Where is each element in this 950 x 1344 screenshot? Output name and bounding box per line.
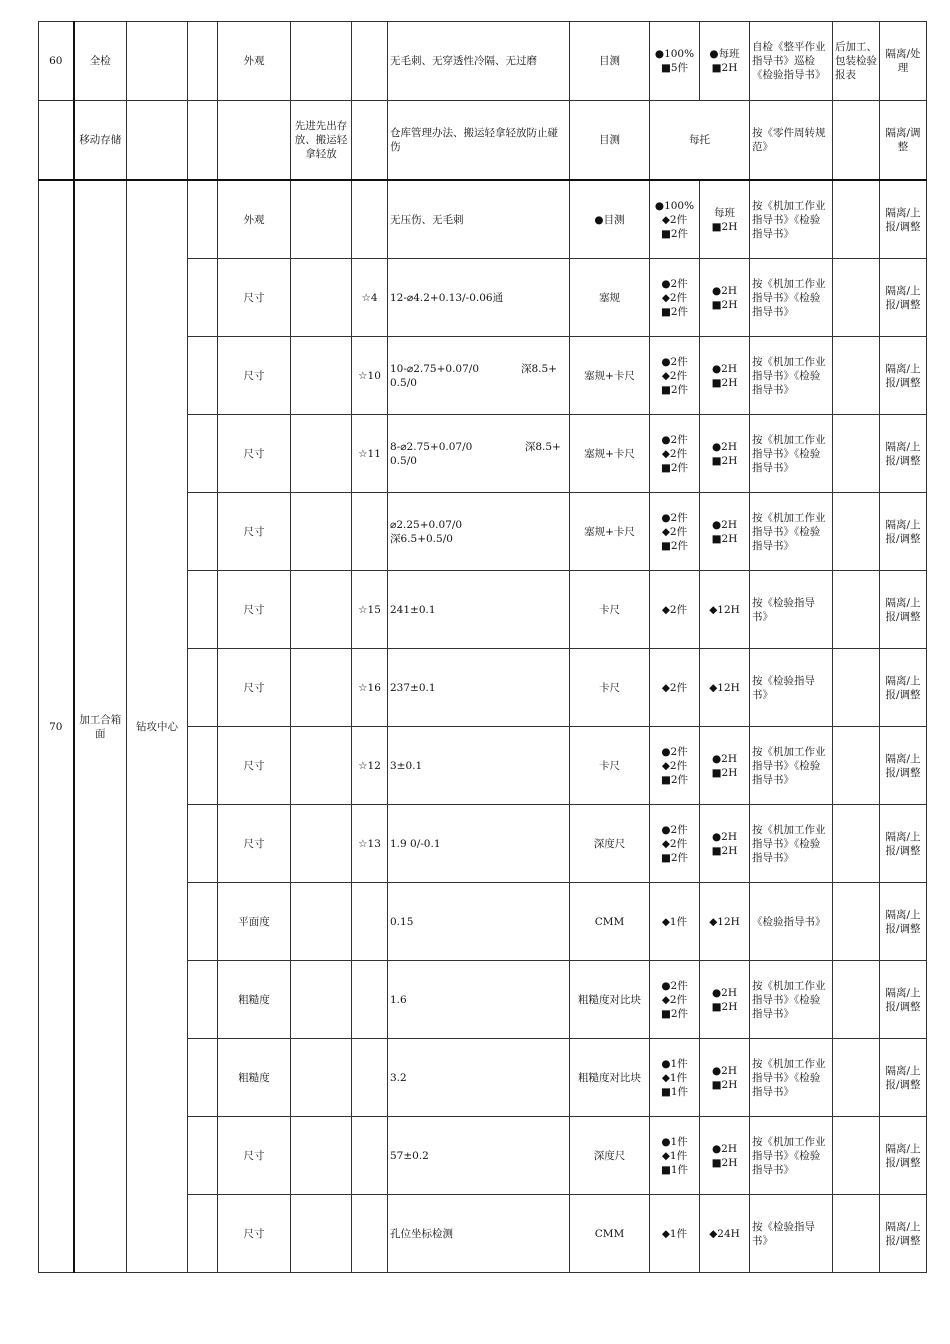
reaction-plan: 隔离/上报/调整 (880, 415, 927, 493)
sample-frequency: ●2H ■2H (700, 961, 750, 1039)
product-characteristic: 尺寸 (218, 259, 291, 337)
special-class (352, 1195, 388, 1273)
sample-frequency: ●2H ■2H (700, 727, 750, 805)
evaluation-method: ●目测 (570, 180, 650, 259)
sample-size: ◆2件 (650, 649, 700, 727)
reaction-plan: 隔离/上报/调整 (880, 727, 927, 805)
sample-frequency: ●每班 ■2H (700, 22, 750, 101)
spec-tolerance: 1.6 (388, 961, 570, 1039)
control-method: 按《零件周转规范》 (750, 101, 833, 181)
product-no (188, 259, 218, 337)
spec-tolerance: 8-⌀2.75+0.07/0 深8.5+0.5/0 (388, 415, 570, 493)
sample-frequency: ●2H ■2H (700, 805, 750, 883)
sample-frequency: ◆12H (700, 649, 750, 727)
special-class: ☆13 (352, 805, 388, 883)
control-method: 按《检验指导书》 (750, 571, 833, 649)
product-no (188, 415, 218, 493)
product-characteristic: 尺寸 (218, 1117, 291, 1195)
sample-size: ●2件 ◆2件 ■2件 (650, 493, 700, 571)
sample-size: ◆2件 (650, 571, 700, 649)
sample-size: ●100% ■5件 (650, 22, 700, 101)
product-no (188, 101, 218, 181)
spec-tolerance: 无压伤、无毛刺 (388, 180, 570, 259)
reaction-plan: 隔离/上报/调整 (880, 1039, 927, 1117)
product-no (188, 337, 218, 415)
control-method: 按《机加工作业指导书》《检验指导书》 (750, 1117, 833, 1195)
product-no (188, 961, 218, 1039)
sample-size: ●2件 ◆2件 ■2件 (650, 337, 700, 415)
control-method: 按《机加工作业指导书》《检验指导书》 (750, 415, 833, 493)
evaluation-method: 塞规+卡尺 (570, 337, 650, 415)
sample-frequency: ◆12H (700, 883, 750, 961)
process-characteristic (291, 493, 352, 571)
control-plan-table (38, 21, 927, 1273)
special-class (352, 1039, 388, 1117)
evaluation-method: 卡尺 (570, 649, 650, 727)
spec-tolerance: 57±0.2 (388, 1117, 570, 1195)
record-form (833, 1117, 880, 1195)
spec-tolerance: 12-⌀4.2+0.13/-0.06通 (388, 259, 570, 337)
control-method: 按《机加工作业指导书》《检验指导书》 (750, 259, 833, 337)
reaction-plan: 隔离/上报/调整 (880, 649, 927, 727)
control-method: 按《机加工作业指导书》《检验指导书》 (750, 1039, 833, 1117)
special-class (352, 493, 388, 571)
reaction-plan: 隔离/上报/调整 (880, 961, 927, 1039)
spec-tolerance: 仓库管理办法、搬运轻拿轻放防止碰伤 (388, 101, 570, 181)
control-method: 按《机加工作业指导书》《检验指导书》 (750, 805, 833, 883)
reaction-plan: 隔离/上报/调整 (880, 337, 927, 415)
process-characteristic (291, 180, 352, 259)
product-no (188, 805, 218, 883)
product-characteristic: 平面度 (218, 883, 291, 961)
control-method: 自检《整平作业指导书》巡检《检验指导书》 (750, 22, 833, 101)
sample-size: ●2件 ◆2件 ■2件 (650, 259, 700, 337)
special-class: ☆10 (352, 337, 388, 415)
reaction-plan: 隔离/上报/调整 (880, 571, 927, 649)
control-method: 按《机加工作业指导书》《检验指导书》 (750, 337, 833, 415)
record-form (833, 571, 880, 649)
product-no (188, 649, 218, 727)
equipment: 钻攻中心 (127, 180, 188, 1273)
reaction-plan: 隔离/上报/调整 (880, 259, 927, 337)
evaluation-method: 塞规 (570, 259, 650, 337)
sample-frequency: ●2H ■2H (700, 415, 750, 493)
product-no (188, 1039, 218, 1117)
process-characteristic (291, 727, 352, 805)
evaluation-method: 粗糙度对比块 (570, 961, 650, 1039)
process-characteristic (291, 961, 352, 1039)
sample-size: ◆1件 (650, 1195, 700, 1273)
product-no (188, 493, 218, 571)
product-no (188, 1117, 218, 1195)
spec-tolerance: 孔位坐标检测 (388, 1195, 570, 1273)
record-form (833, 805, 880, 883)
equipment (127, 22, 188, 101)
spec-tolerance: 3±0.1 (388, 727, 570, 805)
evaluation-method: 卡尺 (570, 571, 650, 649)
sample-size: ●100% ◆2件 ■2件 (650, 180, 700, 259)
reaction-plan: 隔离/上报/调整 (880, 1117, 927, 1195)
control-method: 按《检验指导书》 (750, 1195, 833, 1273)
product-characteristic: 尺寸 (218, 415, 291, 493)
product-characteristic: 尺寸 (218, 649, 291, 727)
process-characteristic (291, 415, 352, 493)
row-op-60 (39, 22, 927, 101)
process-characteristic (291, 22, 352, 101)
spec-tolerance: ⌀2.25+0.07/0 深6.5+0.5/0 (388, 493, 570, 571)
process-name: 移动存储 (74, 101, 127, 181)
sample-size: ◆1件 (650, 883, 700, 961)
product-characteristic: 尺寸 (218, 1195, 291, 1273)
sample-frequency: ●2H ■2H (700, 337, 750, 415)
evaluation-method: 粗糙度对比块 (570, 1039, 650, 1117)
special-class: ☆11 (352, 415, 388, 493)
record-form (833, 727, 880, 805)
record-form (833, 259, 880, 337)
product-no (188, 180, 218, 259)
special-class (352, 22, 388, 101)
spec-tolerance: 0.15 (388, 883, 570, 961)
spec-tolerance: 无毛刺、无穿透性冷隔、无过磨 (388, 22, 570, 101)
product-no (188, 1195, 218, 1273)
record-form: 后加工、包装检验报表 (833, 22, 880, 101)
process-characteristic (291, 1039, 352, 1117)
product-characteristic: 尺寸 (218, 805, 291, 883)
control-method: 按《检验指导书》 (750, 649, 833, 727)
spec-tolerance: 3.2 (388, 1039, 570, 1117)
process-characteristic (291, 883, 352, 961)
record-form (833, 101, 880, 181)
product-characteristic: 尺寸 (218, 493, 291, 571)
product-characteristic: 外观 (218, 22, 291, 101)
spec-tolerance: 237±0.1 (388, 649, 570, 727)
reaction-plan: 隔离/上报/调整 (880, 1195, 927, 1273)
control-method: 按《机加工作业指导书》《检验指导书》 (750, 727, 833, 805)
op-number: 60 (39, 22, 74, 101)
reaction-plan: 隔离/处理 (880, 22, 927, 101)
special-class: ☆16 (352, 649, 388, 727)
record-form (833, 1039, 880, 1117)
product-characteristic: 粗糙度 (218, 961, 291, 1039)
evaluation-method: 深度尺 (570, 1117, 650, 1195)
record-form (833, 493, 880, 571)
process-characteristic (291, 337, 352, 415)
sample-frequency: ◆24H (700, 1195, 750, 1273)
product-no (188, 727, 218, 805)
special-class: ☆4 (352, 259, 388, 337)
process-name: 加工合箱面 (74, 180, 127, 1273)
sample-size-frequency: 每托 (650, 101, 750, 181)
control-method: 按《机加工作业指导书》《检验指导书》 (750, 961, 833, 1039)
special-class (352, 180, 388, 259)
spec-tolerance: 1.9 0/-0.1 (388, 805, 570, 883)
product-no (188, 22, 218, 101)
sample-size: ●2件 ◆2件 ■2件 (650, 727, 700, 805)
sample-size: ●2件 ◆2件 ■2件 (650, 805, 700, 883)
process-characteristic (291, 1195, 352, 1273)
sample-frequency: ●2H ■2H (700, 493, 750, 571)
sample-frequency: ●2H ■2H (700, 259, 750, 337)
product-no (188, 883, 218, 961)
record-form (833, 649, 880, 727)
process-characteristic (291, 649, 352, 727)
evaluation-method: 目测 (570, 22, 650, 101)
product-characteristic: 尺寸 (218, 337, 291, 415)
process-characteristic (291, 259, 352, 337)
special-class: ☆15 (352, 571, 388, 649)
record-form (833, 337, 880, 415)
spec-tolerance: 10-⌀2.75+0.07/0 深8.5+0.5/0 (388, 337, 570, 415)
process-characteristic (291, 1117, 352, 1195)
control-method: 按《机加工作业指导书》《检验指导书》 (750, 180, 833, 259)
process-name: 全检 (74, 22, 127, 101)
record-form (833, 883, 880, 961)
record-form (833, 961, 880, 1039)
sample-size: ●1件 ◆1件 ■1件 (650, 1117, 700, 1195)
reaction-plan: 隔离/上报/调整 (880, 805, 927, 883)
control-method: 《检验指导书》 (750, 883, 833, 961)
special-class (352, 101, 388, 181)
op-number: 70 (39, 180, 74, 1273)
sample-size: ●2件 ◆2件 ■2件 (650, 415, 700, 493)
sample-frequency: 每班 ■2H (700, 180, 750, 259)
sample-frequency: ◆12H (700, 571, 750, 649)
reaction-plan: 隔离/上报/调整 (880, 883, 927, 961)
evaluation-method: CMM (570, 883, 650, 961)
evaluation-method: 塞规+卡尺 (570, 493, 650, 571)
record-form (833, 415, 880, 493)
special-class (352, 961, 388, 1039)
evaluation-method: 塞规+卡尺 (570, 415, 650, 493)
record-form (833, 1195, 880, 1273)
evaluation-method: 目测 (570, 101, 650, 181)
equipment (127, 101, 188, 181)
op-number (39, 101, 74, 181)
process-characteristic (291, 805, 352, 883)
process-characteristic (291, 571, 352, 649)
record-form (833, 180, 880, 259)
product-characteristic: 尺寸 (218, 571, 291, 649)
product-characteristic: 尺寸 (218, 727, 291, 805)
sample-size: ●2件 ◆2件 ■2件 (650, 961, 700, 1039)
row-movement-storage (39, 101, 927, 181)
sample-frequency: ●2H ■2H (700, 1117, 750, 1195)
special-class: ☆12 (352, 727, 388, 805)
product-no (188, 571, 218, 649)
special-class (352, 883, 388, 961)
process-characteristic: 先进先出存放、搬运轻拿轻放 (291, 101, 352, 181)
product-characteristic: 粗糙度 (218, 1039, 291, 1117)
evaluation-method: CMM (570, 1195, 650, 1273)
control-method: 按《机加工作业指导书》《检验指导书》 (750, 493, 833, 571)
reaction-plan: 隔离/上报/调整 (880, 493, 927, 571)
sample-size: ●1件 ◆1件 ■1件 (650, 1039, 700, 1117)
product-characteristic (218, 101, 291, 181)
special-class (352, 1117, 388, 1195)
row-op-70-item (39, 180, 927, 259)
evaluation-method: 深度尺 (570, 805, 650, 883)
reaction-plan: 隔离/上报/调整 (880, 180, 927, 259)
evaluation-method: 卡尺 (570, 727, 650, 805)
reaction-plan: 隔离/调整 (880, 101, 927, 181)
spec-tolerance: 241±0.1 (388, 571, 570, 649)
product-characteristic: 外观 (218, 180, 291, 259)
sample-frequency: ●2H ■2H (700, 1039, 750, 1117)
